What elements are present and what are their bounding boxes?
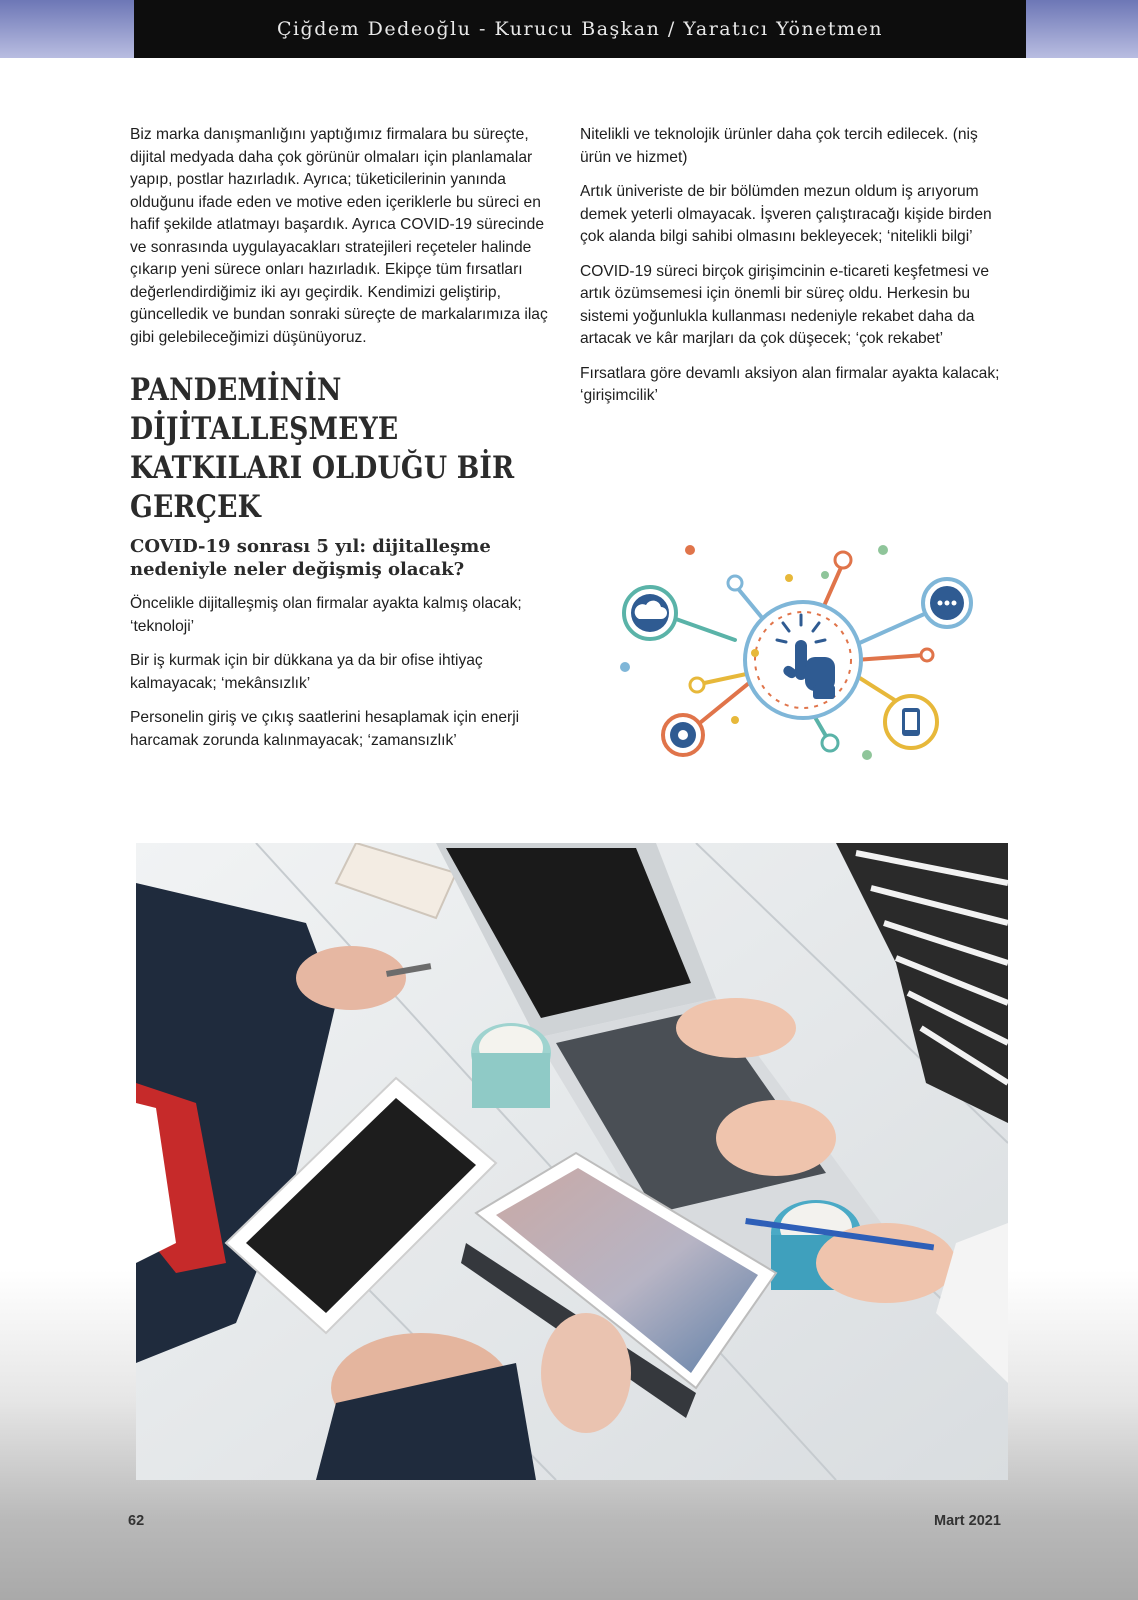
header-bar	[134, 0, 1026, 58]
digital-network-illustration	[615, 545, 1015, 780]
chat-bubble-icon	[923, 579, 971, 627]
list-item: Nitelikli ve teknolojik ürünler daha çok tercih edilecek. (niş ürün ve hizmet)	[580, 126, 978, 166]
section-heading: PANDEMİNİN DİJİTALLEŞMEYE KATKILARI OLDUĞU BİR GERÇEK	[130, 372, 515, 525]
list-item: Artık üniveriste de bir bölümden mezun oldum iş arıyorum demek yeterli olmayacak. İşveren çalıştıracağı kişide birden çok alanda bilgi sahibi olmasını bekleyecek; ‘nitelikli bilgi’	[580, 183, 992, 245]
right-column	[580, 124, 1000, 420]
target-icon	[663, 715, 703, 755]
header-accent-right	[1026, 0, 1138, 58]
list-item: Personelin giriş ve çıkış saatlerini hesaplamak için enerji harcamak zorunda kalınmayacak; ‘zamansızlık’	[130, 709, 520, 749]
left-column	[130, 124, 560, 764]
list-item: COVID-19 süreci birçok girişimcinin e-ticareti keşfetmesi ve artık özümsemesi için önemli bir süreç oldu. Herkesin bu sistemi yoğunlukla kullanması nedeniyle rekabet daha da artacak ve kâr marjları da çok düşecek; ‘çok rekabet’	[580, 262, 990, 347]
list-item: Fırsatlara göre devamlı aksiyon alan firmalar ayakta kalacak; ‘girişimcilik’	[580, 364, 1000, 404]
list-item: Bir iş kurmak için bir dükkana ya da bir ofise ihtiyaç kalmayacak; ‘mekânsızlık’	[130, 652, 483, 692]
header-accent-left	[0, 0, 134, 58]
header-title: Çiğdem Dedeoğlu - Kurucu Başkan / Yaratıcı Yönetmen	[276, 18, 884, 40]
issue-date: Mart 2021	[934, 1513, 1001, 1529]
smartphone-icon	[885, 696, 937, 748]
cloud-icon	[624, 587, 676, 639]
meeting-photo	[136, 843, 1008, 1480]
section-subheading: COVID-19 sonrası 5 yıl: dijitalleşme nedeniyle neler değişmiş olacak?	[130, 536, 491, 580]
intro-paragraph: Biz marka danışmanlığını yaptığımız firmalara bu süreçte, dijital medyada daha çok görünür olmaları için planlamalar yapıp, postlar hazırladık. Ayrıca; tüketicilerinin yanında olduğunu ifade eden ve motive eden içeriklerle bu süreci en hafif şekilde atlatmayı başardık. Ayrıca COVID-19 sürecinde ve sonrasında uygulayacakları stratejileri reçeteler halinde çıkarıp yeni sürece onları hazırladık. Ekipçe tüm fırsatları değerlendirdiğimiz iki ayı geçirdik. Kendimizi geliştirip, güncelledik ve bundan sonraki süreçte de markalarımıza ilaç gibi gelebileceğimizi düşünüyoruz.	[130, 126, 548, 346]
page-number: 62	[128, 1513, 145, 1529]
list-item: Öncelikle dijitalleşmiş olan firmalar ayakta kalmış olacak; ‘teknoloji’	[130, 595, 522, 635]
